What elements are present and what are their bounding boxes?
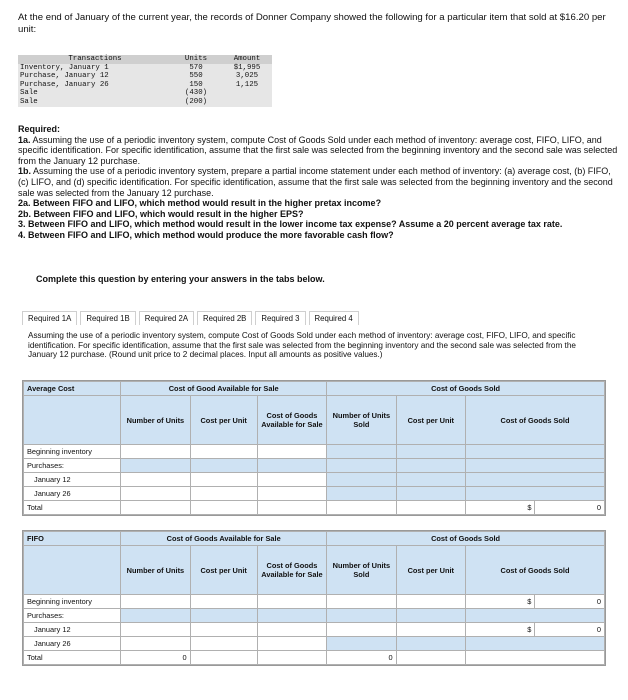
input-cell[interactable] xyxy=(190,623,257,637)
cost-goods-available-header: Cost of Goods Available for Sale xyxy=(257,546,326,595)
total-units-value[interactable]: 0 xyxy=(121,651,190,665)
tab-required-2a[interactable]: Required 2A xyxy=(139,311,194,325)
jan12-cogs-symbol: $ xyxy=(466,623,535,637)
cogs-col-header: Cost of Goods Sold xyxy=(466,396,605,445)
input-cell[interactable] xyxy=(257,473,326,487)
required-item: 2a. Between FIFO and LIFO, which method would result in the higher pretax income? xyxy=(18,198,382,209)
header-amount: Amount xyxy=(233,55,261,63)
transaction-units: 570 xyxy=(189,63,203,72)
transaction-units: 150 xyxy=(189,80,203,89)
row-total: Total xyxy=(24,501,121,515)
transaction-units: (200) xyxy=(184,97,208,106)
number-units-header: Number of Units xyxy=(121,396,190,445)
input-cell[interactable] xyxy=(327,501,396,515)
input-cell[interactable] xyxy=(190,637,257,651)
input-cell[interactable] xyxy=(396,595,465,609)
units-sold-header: Number of Units Sold xyxy=(327,546,396,595)
input-cell[interactable] xyxy=(121,637,190,651)
header-transactions: Transactions xyxy=(68,55,122,63)
input-cell[interactable] xyxy=(396,623,465,637)
required-section xyxy=(18,124,618,241)
input-cell[interactable] xyxy=(257,501,326,515)
required-title: Required: xyxy=(18,124,61,134)
method-label: Average Cost xyxy=(24,382,121,396)
input-cell[interactable] xyxy=(190,487,257,501)
transaction-amount xyxy=(222,89,272,98)
number-units-header: Number of Units xyxy=(121,546,190,595)
transaction-row xyxy=(18,89,272,98)
transaction-label: Sale xyxy=(20,89,38,98)
total-cogs-symbol: $ xyxy=(466,501,535,515)
intro-text: At the end of January of the current year, the records of Donner Company showed the following for a particular item that sold at $16.20 per unit: xyxy=(18,12,606,35)
cogs-header: Cost of Goods Sold xyxy=(327,382,605,396)
row-january-26: January 26 xyxy=(24,637,121,651)
transactions-header xyxy=(18,55,272,64)
transaction-row xyxy=(18,64,272,73)
input-cell[interactable] xyxy=(257,595,326,609)
input-cell[interactable] xyxy=(466,651,605,665)
input-cell[interactable] xyxy=(121,487,190,501)
jan12-cogs-value[interactable]: 0 xyxy=(535,623,605,637)
transaction-row xyxy=(18,72,272,81)
tab-required-2b[interactable]: Required 2B xyxy=(197,311,252,325)
input-cell[interactable] xyxy=(190,445,257,459)
input-cell[interactable] xyxy=(257,487,326,501)
average-cost-grid xyxy=(22,380,606,516)
transaction-row xyxy=(18,81,272,90)
transaction-units: 550 xyxy=(189,72,203,81)
tab-required-1a[interactable]: Required 1A xyxy=(22,311,77,325)
cgas-header: Cost of Good Available for Sale xyxy=(121,382,327,396)
required-tabs xyxy=(22,311,362,325)
row-january-26: January 26 xyxy=(24,487,121,501)
total-units-sold-value[interactable]: 0 xyxy=(327,651,396,665)
transaction-label: Purchase, January 26 xyxy=(20,80,109,89)
complete-note: Complete this question by entering your answers in the tabs below. xyxy=(36,274,325,284)
input-cell[interactable] xyxy=(190,651,257,665)
transaction-row xyxy=(18,98,272,107)
transaction-amount: 1,125 xyxy=(235,80,259,89)
transaction-label: Purchase, January 12 xyxy=(20,72,109,81)
transaction-amount: $1,995 xyxy=(233,63,261,72)
cgas-header: Cost of Goods Available for Sale xyxy=(121,532,327,546)
input-cell[interactable] xyxy=(190,595,257,609)
row-january-12: January 12 xyxy=(24,623,121,637)
input-cell[interactable] xyxy=(121,595,190,609)
cost-per-unit-sold-header: Cost per Unit xyxy=(396,546,465,595)
input-cell[interactable] xyxy=(121,501,190,515)
transaction-amount xyxy=(222,98,272,107)
required-item: 3. Between FIFO and LIFO, which method would result in the lower income tax expense? Assume a 20 percent average tax rate. xyxy=(18,219,563,230)
beg-cogs-value[interactable]: 0 xyxy=(535,595,605,609)
tab-required-3[interactable]: Required 3 xyxy=(255,311,305,325)
input-cell[interactable] xyxy=(396,651,465,665)
fifo-grid xyxy=(22,530,606,666)
input-cell[interactable] xyxy=(257,445,326,459)
total-cogs-value[interactable]: 0 xyxy=(535,501,605,515)
units-sold-header: Number of Units Sold xyxy=(327,396,396,445)
row-beginning-inventory: Beginning inventory xyxy=(24,595,121,609)
input-cell[interactable] xyxy=(257,623,326,637)
input-cell[interactable] xyxy=(121,473,190,487)
row-purchases: Purchases: xyxy=(24,609,121,623)
transaction-label: Sale xyxy=(20,97,38,106)
cost-goods-available-header: Cost of Goods Available for Sale xyxy=(257,396,326,445)
input-cell[interactable] xyxy=(327,623,396,637)
input-cell[interactable] xyxy=(257,651,326,665)
row-total: Total xyxy=(24,651,121,665)
transaction-units: (430) xyxy=(184,89,208,98)
input-cell[interactable] xyxy=(190,501,257,515)
cogs-header: Cost of Goods Sold xyxy=(327,532,605,546)
cost-per-unit-sold-header: Cost per Unit xyxy=(396,396,465,445)
cost-per-unit-header: Cost per Unit xyxy=(190,396,257,445)
input-cell[interactable] xyxy=(257,637,326,651)
transactions-table xyxy=(18,55,272,107)
required-item: 2b. Between FIFO and LIFO, which would result in the higher EPS? xyxy=(18,208,304,219)
required-item: 1a. Assuming the use of a periodic inventory system, compute Cost of Goods Sold under each method of inventory: average cost, FIFO, LIFO, and specific identification. For specific identification, assume that the first sale was selected from the beginning inventory and the second sale was selected from the January 12 purchase. xyxy=(18,134,618,166)
input-cell[interactable] xyxy=(396,501,465,515)
row-purchases: Purchases: xyxy=(24,459,121,473)
input-cell[interactable] xyxy=(327,595,396,609)
row-january-12: January 12 xyxy=(24,473,121,487)
required-item: 1b. Assuming the use of a periodic inventory system, prepare a partial income statement under each method of inventory: (a) average cost, (b) FIFO, (c) LIFO, and (d) specific identification. For specific identification, assume that the first sale was selected from the beginning inventory and the second sale was selected from the January 12 purchase. xyxy=(18,166,613,198)
cost-per-unit-header: Cost per Unit xyxy=(190,546,257,595)
input-cell[interactable] xyxy=(121,445,190,459)
beg-cogs-symbol: $ xyxy=(466,595,535,609)
tab-instruction: Assuming the use of a periodic inventory system, compute Cost of Goods Sold under each method of inventory: average cost, FIFO, LIFO, and specific identification. For specific identification, assume that the first sale was selected from the beginning inventory and the second sale was selected from the January 12 purchase. (Round unit price to 2 decimal places. Input all amounts as positive values.) xyxy=(28,331,576,360)
transaction-amount: 3,025 xyxy=(235,72,259,81)
input-cell[interactable] xyxy=(121,623,190,637)
tab-required-4[interactable]: Required 4 xyxy=(309,311,359,325)
cogs-col-header: Cost of Goods Sold xyxy=(466,546,605,595)
required-item: 4. Between FIFO and LIFO, which method would produce the more favorable cash flow? xyxy=(18,229,394,240)
input-cell[interactable] xyxy=(190,473,257,487)
header-units: Units xyxy=(184,55,208,63)
row-beginning-inventory: Beginning inventory xyxy=(24,445,121,459)
tab-required-1b[interactable]: Required 1B xyxy=(80,311,135,325)
transaction-label: Inventory, January 1 xyxy=(20,63,109,72)
method-label: FIFO xyxy=(24,532,121,546)
